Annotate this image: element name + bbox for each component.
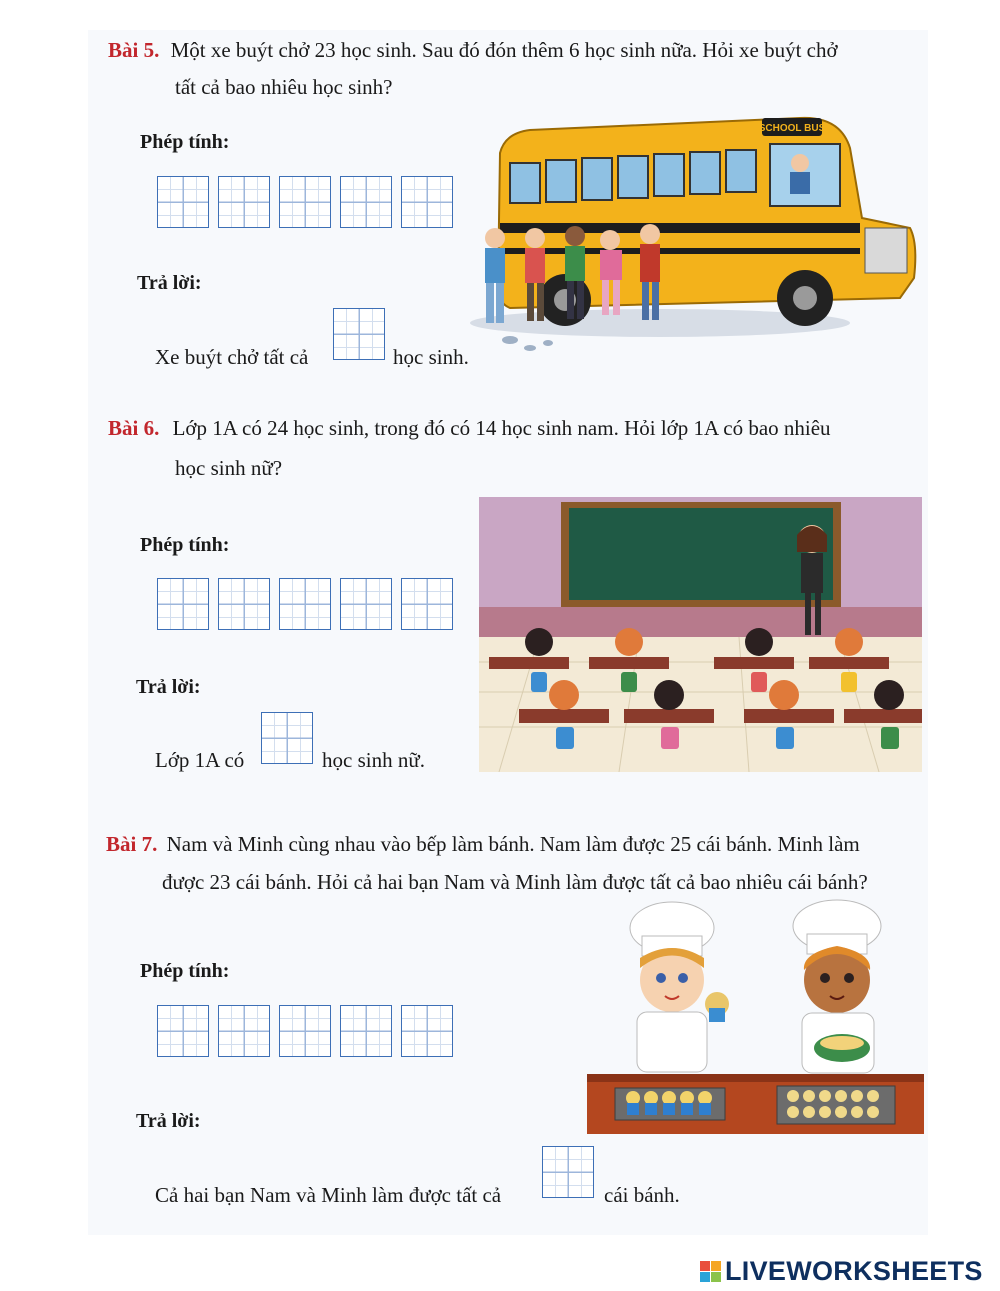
exercise-6-calc-box-2[interactable] <box>218 578 270 630</box>
exercise-7-calc-box-2[interactable] <box>218 1005 270 1057</box>
exercise-5-calc-label: Phép tính: <box>140 131 230 153</box>
exercise-6-calc-box-1[interactable] <box>157 578 209 630</box>
liveworksheets-logo-icon <box>700 1261 721 1282</box>
exercise-5-calc-box-4[interactable] <box>340 176 392 228</box>
classroom-illustration <box>479 497 922 772</box>
exercise-6-answer-label: Trả lời: <box>136 676 201 698</box>
chefs-baking-illustration <box>587 898 924 1134</box>
school-bus-illustration <box>470 108 920 360</box>
exercise-5-number: Bài 5. <box>108 38 160 62</box>
exercise-7-line1: Nam và Minh cùng nhau vào bếp làm bánh. Nam làm được 25 cái bánh. Minh làm <box>166 832 860 856</box>
exercise-7-number: Bài 7. <box>106 832 158 856</box>
exercise-6-number: Bài 6. <box>108 416 160 440</box>
exercise-7-question <box>106 830 860 858</box>
exercise-6-answer-prefix: Lớp 1A có <box>155 748 245 772</box>
exercise-7-answer-label: Trả lời: <box>136 1110 201 1132</box>
exercise-6-calc-box-4[interactable] <box>340 578 392 630</box>
exercise-5-calc-box-3[interactable] <box>279 176 331 228</box>
exercise-5-calc-box-2[interactable] <box>218 176 270 228</box>
exercise-7-calc-box-5[interactable] <box>401 1005 453 1057</box>
liveworksheets-logo[interactable] <box>700 1256 983 1287</box>
exercise-5-answer-prefix: Xe buýt chở tất cả <box>155 345 309 369</box>
exercise-6-line1: Lớp 1A có 24 học sinh, trong đó có 14 học sinh nam. Hỏi lớp 1A có bao nhiêu <box>172 416 831 440</box>
exercise-6-question <box>108 414 831 442</box>
exercise-5-question <box>108 36 838 64</box>
exercise-6-answer-box[interactable] <box>261 712 313 764</box>
exercise-5-answer-suffix: học sinh. <box>393 345 469 369</box>
exercise-6-answer-suffix: học sinh nữ. <box>322 748 425 772</box>
exercise-6-calc-label: Phép tính: <box>140 534 230 556</box>
exercise-7-calc-label: Phép tính: <box>140 960 230 982</box>
exercise-6-calc-box-5[interactable] <box>401 578 453 630</box>
exercise-7-calc-box-1[interactable] <box>157 1005 209 1057</box>
bus-sign: SCHOOL BUS <box>758 123 826 134</box>
exercise-6-calc-box-3[interactable] <box>279 578 331 630</box>
exercise-5-line1: Một xe buýt chở 23 học sinh. Sau đó đón thêm 6 học sinh nữa. Hỏi xe buýt chở <box>170 38 838 62</box>
exercise-5-line2: tất cả bao nhiêu học sinh? <box>175 75 393 99</box>
exercise-5-calc-box-5[interactable] <box>401 176 453 228</box>
exercise-5-answer-box[interactable] <box>333 308 385 360</box>
exercise-7-answer-prefix: Cả hai bạn Nam và Minh làm được tất cả <box>155 1183 502 1207</box>
exercise-5-calc-box-1[interactable] <box>157 176 209 228</box>
exercise-6-line2: học sinh nữ? <box>175 456 283 480</box>
liveworksheets-logo-text: LIVEWORKSHEETS <box>725 1256 983 1286</box>
exercise-7-line2: được 23 cái bánh. Hỏi cả hai bạn Nam và Minh làm được tất cả bao nhiêu cái bánh? <box>162 870 868 894</box>
exercise-7-answer-suffix: cái bánh. <box>604 1183 680 1207</box>
exercise-7-answer-box[interactable] <box>542 1146 594 1198</box>
exercise-7-calc-box-3[interactable] <box>279 1005 331 1057</box>
exercise-5-answer-label: Trả lời: <box>137 272 202 294</box>
exercise-7-calc-box-4[interactable] <box>340 1005 392 1057</box>
